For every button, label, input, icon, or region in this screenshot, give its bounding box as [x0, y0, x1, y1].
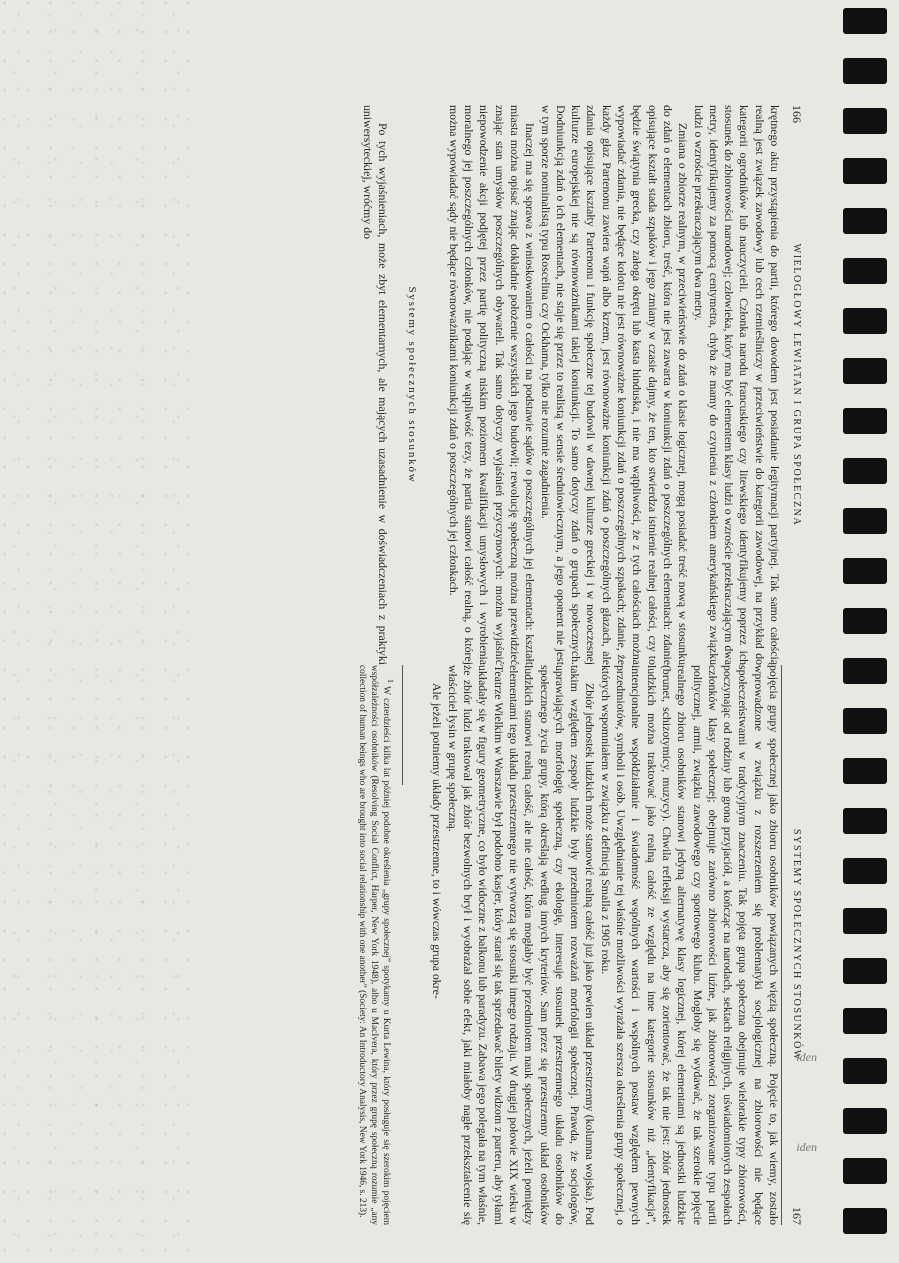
left-paragraph: Po tych wyjaśnieniach, może zbyt elementarnych, ale mających uzasadnienie w doświadczeniach z praktyki uniwersyteckiej, wróćmy do	[360, 105, 391, 665]
footnote-mark: 1	[386, 679, 396, 683]
handwritten-margin-note: iden	[796, 1140, 817, 1154]
left-running-title: WIELOGŁOWY LEWIATAN I GRUPA SPOŁECZNA	[791, 243, 802, 527]
left-paragraph: Zmiana o zbiorze realnym, w przeciwieństwie do zdań o klasie logicznej, mogą posiadać treść nową w stosunku do zdań o elementach zbioru, treść, która nie jest zawarta w koniunkcji zdań o poszczególnych elementach: zdanie opisujące kształt stada szpaków i jego zmiany w czasie dajmy, że ten, kto stwierdza istnienie realnej całości, czy to będzie świątynia grecka, czy załoga okrętu lub kasta hinduska, i nie ma wątpliwości, że z tych całościach można wypowiadać zdania, nie będące kolotu nie jest równoważne koniunkcji zdań o poszczególnych szpakach; zdanie, że każdy głaz Partenonu zawiera wapń albo krzem, jest równoważne koniunkcji zdań o poszczególnych głazach, ale zdania opisujące kształty Partenonu i funkcję społeczne tej budowli w dawnej kulturze greckiej i w nowoczesnej kulturze europejskiej nie są równoważnikami takiej koniunkcji. To samo dotyczy zdań o grupach społecznych. Dodniunkcją zdań o ich elementach, nie staje się przez to realistą w sensie średniowiecznym, a jego oponent nie jest w tym sporze nominalistą typu Roscelina czy Ockhama, tylko nie rozumie zagadnienia.	[538, 105, 691, 665]
right-paragraph: Zbiór jednostek ludzkich może stanowić realną całość już jako pewien układ przestrzenny (kolumna wojska). Pod takim względem zespoły ludzkie były przedmiotem rozważań morfologii społecznej. Prawda, że socjologów, uprawiających morfologię społeczną, czy ekologię, interesuje stosunek przestrzennego układu osobników do społecznego życia grupy, którą określają według innych kryteriów. Sam przez się przestrzenny układ osobników ludzkich stanowi realną całość, ale nie całość, która mogłaby być przedmiotem nauk społecznych, jeżeli pomiędzy elementami tego układu przestrzennego nie wytworzą się stosunki innego rodzaju. W drugiej połowie XIX wieku w Teatrze Wielkim w Warszawie był podobno kasjer, który starał się tak sprzedawać bilety widzom z parteru, aby tyłami układały się w figury geometryczne, co było widoczne z balkonu lub paradyzu. Zabawa jego polegała na tym właśnie, że zbiór ludzi traktował jak zbiór bezwolnych brył i wyobrażał sobie efekt, jaki miałoby nagłe przekształcenie się właściciel łysin w grupę społeczną.	[445, 665, 598, 1225]
left-page-number: 166	[790, 105, 804, 123]
footnote-text: W czterdzieści kilka lat później podobne określenia „grupy społecznej” spotykamy u Kurta Lewina, który posługuje się szerokim pojęciem współzależności osobników (Resolving Social Conflict, Harper, New York 1948), albo u MacIvera, który przez grupę społeczną rozumie „any collection of human beings who are brought into social relationship with one another” (Society: An Introductory Analysis, New York 1946, s. 213).	[357, 665, 392, 1225]
right-paragraph: Ale jeżeli potniemy układy przestrzenne, to i wówczas grupa okre-	[430, 683, 445, 999]
right-page-number: 167	[790, 1207, 804, 1225]
handwritten-margin-note: iden	[796, 1050, 817, 1064]
left-paragraph: krętnego aktu przystąpienia do partii, którego dowodem jest posiadanie legitymacji partyjnej. Tak samo całością realną jest związek zawodowy lub cech rzemieślniczy w przeciwieństwie do kategorii zawodowej, na przykład do kategorii ogrodników lub nauczycieli. Członka narodu francuskiego czy litewskiego identyfikujemy poprzez ich stosunek do zbiorowości narodowej; człowieka, który ma być elementem klasy ludzi o wzroście przekraczającym dwa metry, identyfikujemy za pomocą centymetra, chyba że mamy do czynienia z członkiem amerykańskiego związku ludzi o wzroście przekraczającym dwa metry.	[691, 105, 782, 665]
left-paragraph: Inaczej ma się sprawa z wnioskowaniem o całości na podstawie sądów o poszczególnych jej elementach: kształt miasta można opisać znając dokładnie położenie wszystkich jego budowli; rewolucję społeczną można przewidzieć znając stan umysłów poszczególnych obywateli. Tak samo dotyczy wyjaśnień przyczynowych: można wyjaśnić niepowodzenie akcji podjętej przez partię polityczną niskim poziomem kwalifikacji umysłowych i wyrobienia moralnego jej poszczególnych członków, nie podając w wątpliwość tezy, że partia stanowi całość realną, o której można wypowiadać sądy nie będące równoważnikami koniunkcji zdań o poszczególnych jej członkach.	[446, 105, 538, 665]
footnote-rule	[402, 665, 403, 785]
right-page	[104, 665, 804, 1225]
left-page	[104, 105, 804, 665]
footnote	[356, 665, 396, 1225]
right-running-title: SYSTEMY SPOŁECZNYCH STOSUNKÓW	[791, 829, 802, 1061]
section-heading: Systemy społecznych stosunków	[406, 286, 419, 484]
right-paragraph: pojęcia grupy społecznej jako zbioru osobników powiązanych więzią społeczną. Pojęcie to, jak wiemy, zostało wprowadzone w związku z rozszerzeniem się problematyki socjologicznej na zbiorowości nie będące społeczeństwami w tradycyjnym znaczeniu. Tak pojęta grupa społeczna obejmuje wielorakie typy zbiorowości, poczynając od rodziny lub grona przyjaciół, a kończąc na narodach, sektach religijnych, uświadomionych zespołach członków klasy społecznej; obejmuje zarówno zbiorowości luźne, jak zbiorowości zorganizowane typu partii politycznej, armii, związku zawodowego czy sportowego klubu. Mogłoby się wydawać, że tak szerokie pojęcie realnego zbioru osobników stanowi jedyną alternatywę klasy logicznej, której elementami są jednostki ludzkie (brunet, schizotymicy, muzycy). Chwila refleksji wystarcza, aby się zorientować, że tak nie jest: zbiór jednostek ludzkich można traktować jako realną całość ze względu na inne kategorie stosunków niż „identyfikacja”, intencjonalne współdziałanie i świadomość wspólnych wartości i wspólnych postaw względem pewnych przedmiotów, symboli i osób. Uwzględnianie tej właśnie możliwości wyrażała szersza określenia grupy społecznej, o których wspomniałem w związku z definicją Smalla z 1905 roku.	[598, 665, 781, 1225]
left-running-head	[782, 105, 804, 665]
